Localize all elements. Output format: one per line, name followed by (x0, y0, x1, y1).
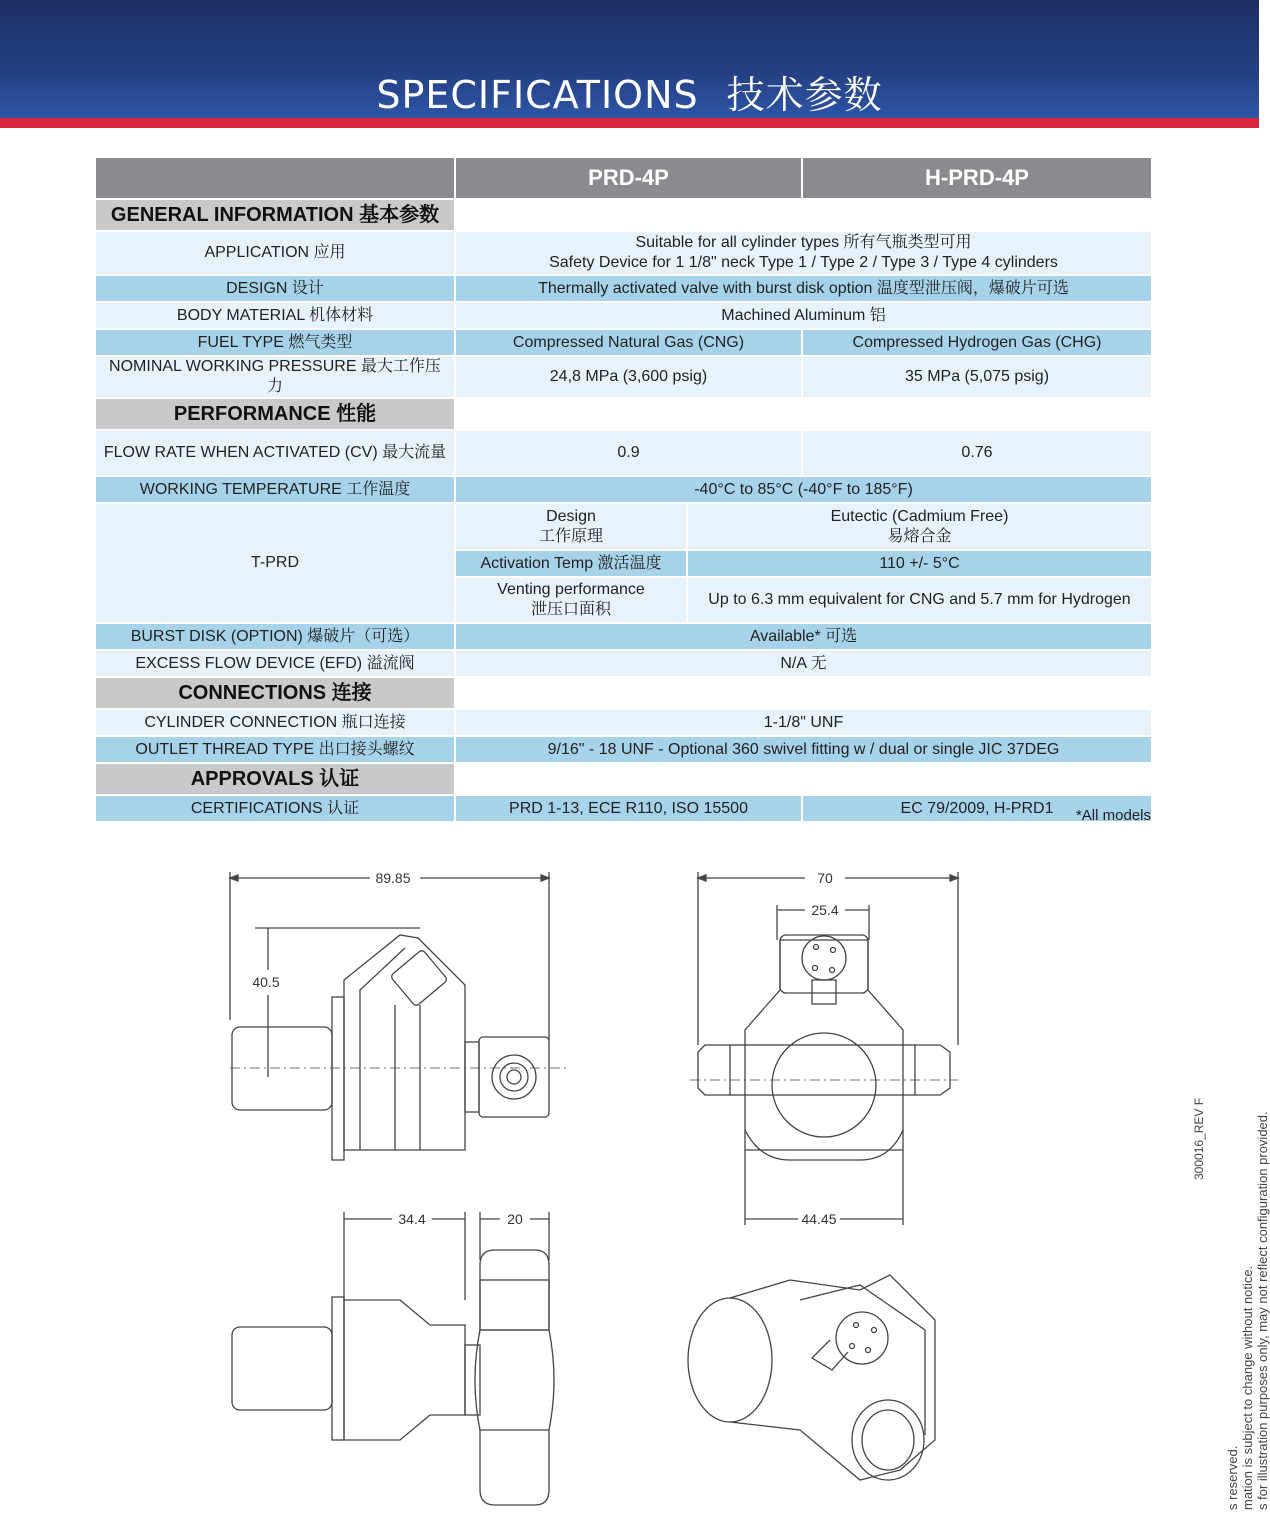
dim-34-4: 34.4 (398, 1211, 426, 1227)
drawing-side-view (230, 870, 570, 1160)
value-cylinder-connection: 1-1/8" UNF (455, 709, 1152, 736)
column-header-prd-4p: PRD-4P (455, 157, 802, 199)
page-title-zh: 技术参数 (726, 73, 883, 117)
footnote-all-models: *All models (1075, 807, 1151, 824)
section-title-general: GENERAL INFORMATION 基本参数 (95, 199, 455, 231)
dim-44-45: 44.45 (801, 1211, 837, 1227)
tprd-activation-value: 110 +/- 5°C (687, 550, 1152, 577)
tprd-design-value-en: Eutectic (Cadmium Free) (830, 507, 1009, 525)
label-flow-rate: FLOW RATE WHEN ACTIVATED (CV) 最大流量 (95, 430, 455, 476)
value-body-material: Machined Aluminum 铝 (455, 302, 1152, 329)
drawing-isometric-view (688, 1275, 935, 1480)
legal-line-2: mation is subject to change without notice. (1240, 1265, 1255, 1510)
tprd-design-label-en: Design (546, 507, 596, 525)
value-fuel-prd: Compressed Natural Gas (CNG) (455, 329, 802, 356)
label-cylinder-connection: CYLINDER CONNECTION 瓶口连接 (95, 709, 455, 736)
dim-20: 20 (507, 1211, 523, 1227)
dim-40-5: 40.5 (252, 974, 280, 990)
dim-89-85: 89.85 (375, 870, 411, 886)
value-burst-disk: Available* 可选 (455, 623, 1152, 650)
label-outlet-thread: OUTLET THREAD TYPE 出口接头螺纹 (95, 736, 455, 763)
dim-25-4: 25.4 (811, 902, 839, 918)
document-code: 300016_REV F (1192, 1097, 1206, 1180)
label-burst-disk: BURST DISK (OPTION) 爆破片（可选） (95, 623, 455, 650)
column-header-h-prd-4p: H-PRD-4P (802, 157, 1152, 199)
value-application-line1: Suitable for all cylinder types 所有气瓶类型可用 (635, 234, 972, 251)
label-pressure: NOMINAL WORKING PRESSURE 最大工作压力 (95, 356, 455, 398)
label-body-material: BODY MATERIAL 机体材料 (95, 302, 455, 329)
label-fuel-type: FUEL TYPE 燃气类型 (95, 329, 455, 356)
value-flow-prd: 0.9 (455, 430, 802, 476)
value-outlet-thread: 9/16" - 18 UNF - Optional 360 swivel fitting w / dual or single JIC 37DEG (455, 736, 1152, 763)
value-pressure-hprd: 35 MPa (5,075 psig) (802, 356, 1152, 398)
drawing-front-view (690, 870, 958, 1227)
tprd-venting-label-zh: 泄压口面积 (530, 601, 611, 618)
value-design: Thermally activated valve with burst disk option 温度型泄压阀，爆破片可选 (455, 275, 1152, 302)
legal-line-3: s for illustration purposes only, may not reflect configuration provided. (1255, 1111, 1270, 1510)
value-efd: N/A 无 (455, 650, 1152, 677)
tprd-venting-label-en: Venting performance (497, 581, 645, 598)
dim-70: 70 (817, 870, 833, 886)
section-title-performance: PERFORMANCE 性能 (95, 398, 455, 430)
label-temperature: WORKING TEMPERATURE 工作温度 (95, 476, 455, 503)
tprd-venting-value: Up to 6.3 mm equivalent for CNG and 5.7 mm for Hydrogen (687, 577, 1152, 623)
drawing-top-view (232, 1211, 554, 1505)
label-efd: EXCESS FLOW DEVICE (EFD) 溢流阀 (95, 650, 455, 677)
value-application-line2: Safety Device for 1 1/8" neck Type 1 / Type 2 / Type 3 / Type 4 cylinders (549, 254, 1058, 271)
value-fuel-hprd: Compressed Hydrogen Gas (CHG) (802, 329, 1152, 356)
value-temperature: -40°C to 85°C (-40°F to 185°F) (455, 476, 1152, 503)
legal-disclaimer (1225, 1111, 1270, 1510)
value-cert-hprd: EC 79/2009, H-PRD1 (802, 795, 1152, 822)
page-title-en: SPECIFICATIONS (376, 73, 699, 117)
value-pressure-prd: 24,8 MPa (3,600 psig) (455, 356, 802, 398)
label-tprd: T-PRD (95, 503, 455, 623)
label-application: APPLICATION 应用 (95, 231, 455, 275)
section-title-connections: CONNECTIONS 连接 (95, 677, 455, 709)
section-title-approvals: APPROVALS 认证 (95, 763, 455, 795)
value-cert-prd: PRD 1-13, ECE R110, ISO 15500 (455, 795, 802, 822)
tprd-design-label-zh: 工作原理 (538, 527, 603, 545)
legal-line-1: s reserved. (1225, 1445, 1240, 1510)
label-certifications: CERTIFICATIONS 认证 (95, 795, 455, 822)
tprd-design-value-zh: 易熔合金 (887, 527, 952, 545)
label-design: DESIGN 设计 (95, 275, 455, 302)
tprd-activation-label: Activation Temp 激活温度 (455, 550, 687, 577)
value-flow-hprd: 0.76 (802, 430, 1152, 476)
